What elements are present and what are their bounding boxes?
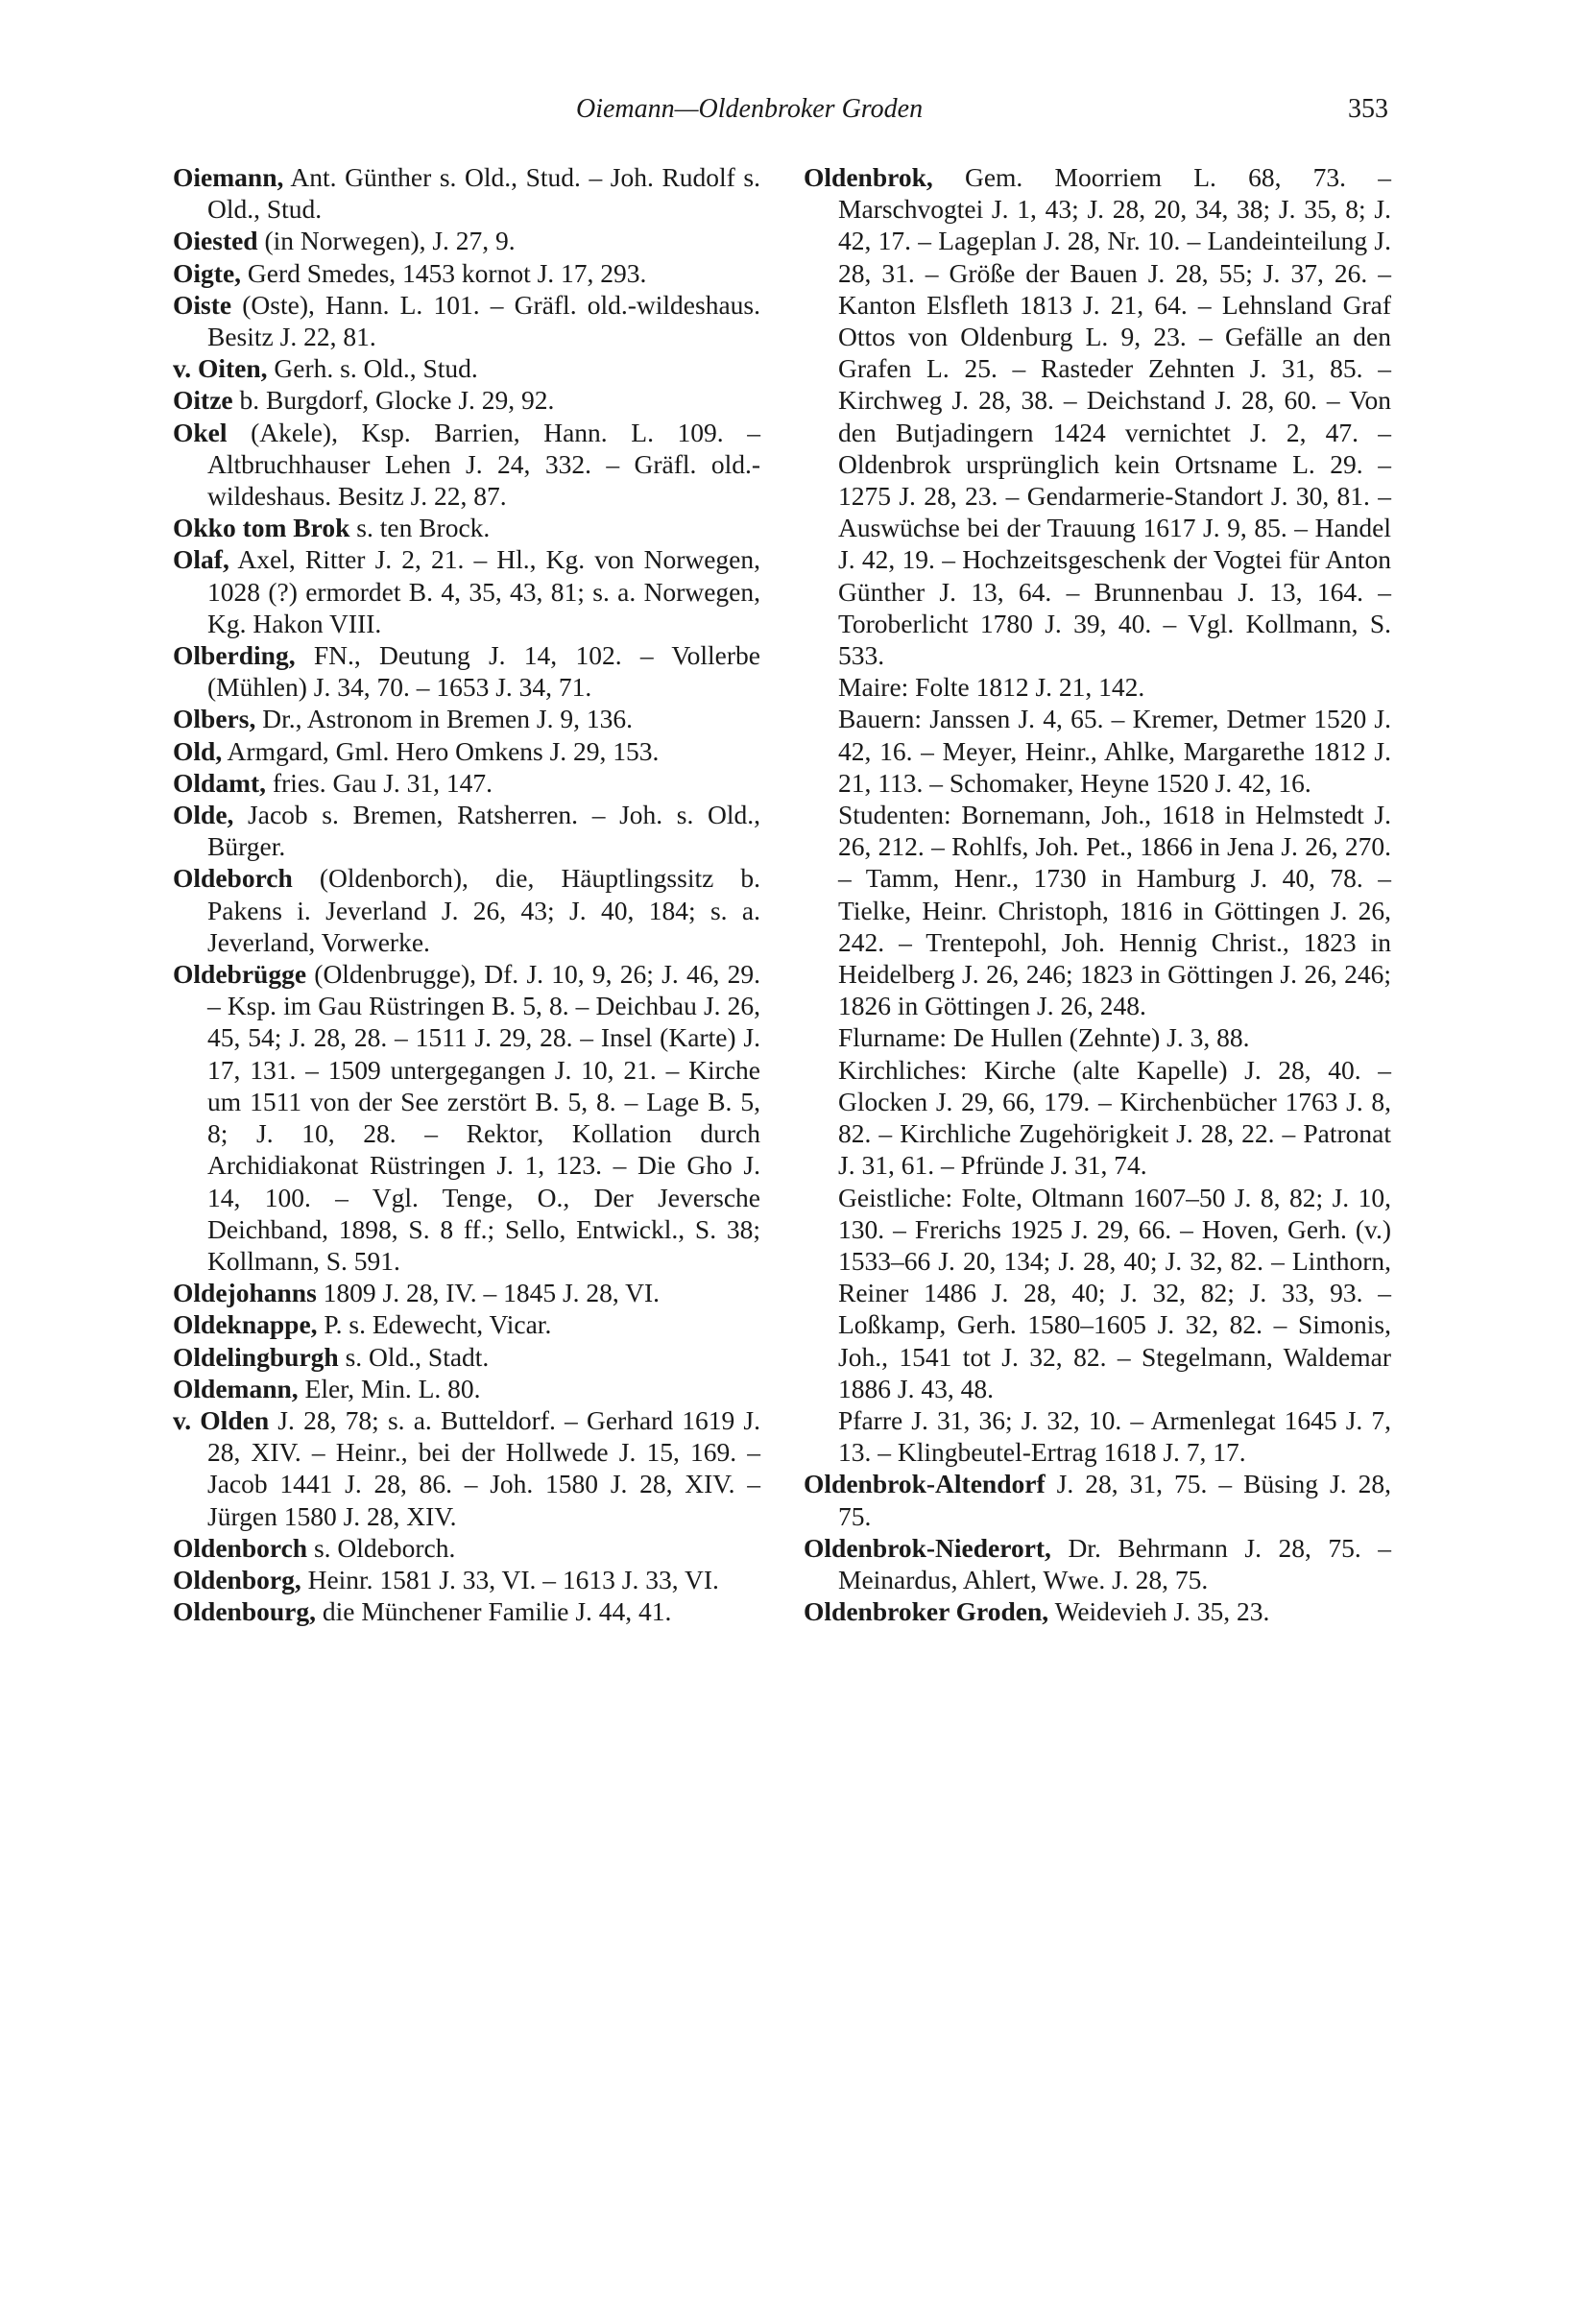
index-entry	[173, 1308, 760, 1340]
index-entry	[173, 352, 760, 384]
entry-text: Armgard, Gml. Hero Omkens J. 29, 153.	[222, 735, 660, 766]
left-column	[173, 161, 760, 1627]
entry-text: die Münchener Familie J. 44, 41.	[316, 1596, 672, 1627]
entry-text: Geistliche: Folte, Oltmann 1607–50 J. 8, 82; J. 10, 130. – Frerichs 1925 J. 29, 66. – Hoven, Gerh. (v.) 1533–66 J. 20, 134; J. 28, 40; J. 32, 82. – Linthorn, Reiner 1486 J. 28, 40; J. 32, 82; J. 33, 93. – Loßkamp, Gerh. 1580–1605 J. 32, 82. – Simonis, Joh., 1541 tot J. 32, 82. – Stegelmann, Waldemar 1886 J. 43, 48.	[838, 1182, 1391, 1403]
entry-text: s. Oldeborch.	[307, 1532, 456, 1563]
entry-headword: Olde,	[173, 800, 234, 830]
entry-headword: Oldemann,	[173, 1373, 299, 1403]
entry-headword: Oldejohanns	[173, 1278, 317, 1308]
entry-headword: Old,	[173, 735, 223, 766]
entry-text: Axel, Ritter J. 2, 21. – Hl., Kg. von Norwegen, 1028 (?) ermordet B. 4, 35, 43, 81; s. a. Norwegen, Kg. Hakon VIII.	[207, 544, 760, 638]
entry-text: s. ten Brock.	[349, 513, 491, 543]
entry-text: b. Burgdorf, Glocke J. 29, 92.	[232, 385, 555, 416]
entry-text: Dr., Astronom in Bremen J. 9, 136.	[255, 704, 633, 734]
index-entry	[173, 767, 760, 799]
entry-text: (Oldenbrugge), Df. J. 10, 9, 26; J. 46, 29. – Ksp. im Gau Rüstringen B. 5, 8. – Deichbau J. 26, 45, 54; J. 28, 28. – 1511 J. 29, 28. – Insel (Karte) J. 17, 131. – 1509 untergegangen J. 10, 21. – Kirche um 1511 von der See zerstört B. 5, 8. – Lage B. 5, 8; J. 10, 28. – Rektor, Kollation durch Archidiakonat Rüstringen J. 1, 123. – Die Gho J. 14, 100. – Vgl. Tenge, O., Der Jeversche Deichband, 1898, S. 8 ff.; Sello, Entwickl., S. 38; Kollmann, S. 591.	[207, 959, 760, 1276]
entry-text: 1809 J. 28, IV. – 1845 J. 28, VI.	[316, 1278, 661, 1308]
entry-text: Weidevieh J. 35, 23.	[1048, 1596, 1270, 1627]
index-entry	[804, 799, 1391, 1021]
entry-text: Jacob s. Bremen, Ratsherren. – Joh. s. Old., Bürger.	[207, 800, 760, 862]
index-entry	[804, 1404, 1391, 1468]
entry-text: Pfarre J. 31, 36; J. 32, 10. – Armenlegat 1645 J. 7, 13. – Klingbeutel-Ertrag 1618 J. 7, 17.	[838, 1404, 1391, 1468]
index-entry	[173, 735, 760, 767]
page-header	[0, 94, 1587, 132]
entry-text: Maire: Folte 1812 J. 21, 142.	[838, 672, 1145, 703]
entry-headword: Oiste	[173, 289, 232, 320]
right-column	[804, 161, 1391, 1627]
entry-text: FN., Deutung J. 14, 102. – Vollerbe (Mühlen) J. 34, 70. – 1653 J. 34, 71.	[207, 640, 760, 703]
entry-headword: Oiested	[173, 226, 258, 256]
entry-headword: Oldenbroker Groden,	[804, 1596, 1049, 1627]
index-entry	[173, 512, 760, 543]
entry-text: P. s. Edewecht, Vicar.	[317, 1309, 552, 1340]
entry-text: (Oldenborch), die, Häuptlingssitz b. Pakens i. Jeverland J. 26, 43; J. 40, 184; s. a. Jeverland, Vorwerke.	[207, 863, 760, 957]
entry-headword: v. Olden	[173, 1404, 270, 1435]
entry-text: s. Old., Stadt.	[338, 1341, 490, 1372]
entry-headword: Oldenborch	[173, 1532, 308, 1563]
entry-headword: v. Oiten,	[173, 353, 268, 384]
entry-headword: Oigte,	[173, 257, 242, 288]
entry-text: Gem. Moorriem L. 68, 73. – Marschvogtei J. 1, 43; J. 28, 20, 34, 38; J. 35, 8; J. 42, 17. – Lageplan J. 28, Nr. 10. – Landeinteilung J. 28, 31. – Größe der Bauen J. 28, 55; J. 37, 26. – Kanton Elsfleth 1813 J. 21, 64. – Lehnsland Graf Ottos von Oldenburg L. 9, 23. – Gefälle an den Grafen L. 25. – Rasteder Zehnten J. 31, 85. – Kirchweg J. 28, 38. – Deichstand J. 28, 60. – Von den Butjadingern 1424 vernichtet J. 2, 47. – Oldenbrok ursprünglich kein Ortsname L. 29. – 1275 J. 28, 23. – Gendarmerie-Standort J. 30, 81. – Auswüchse bei der Trauung 1617 J. 9, 85. – Handel J. 42, 19. – Hochzeitsgeschenk der Vogtei für Anton Günther J. 13, 64. – Brunnenbau J. 13, 164. – Toroberlicht 1780 J. 39, 40. – Vgl. Kollmann, S. 533.	[838, 162, 1391, 671]
entry-headword: Oldenborg,	[173, 1564, 301, 1594]
index-entry	[804, 161, 1391, 671]
index-entry	[173, 1564, 760, 1595]
entry-text: Flurname: De Hullen (Zehnte) J. 3, 88.	[838, 1022, 1250, 1053]
entry-text: J. 28, 31, 75. – Büsing J. 28, 75.	[838, 1469, 1391, 1531]
index-entry	[173, 1373, 760, 1404]
index-entry	[804, 1595, 1391, 1627]
index-entry	[804, 671, 1391, 703]
index-entry	[173, 1277, 760, 1308]
index-entry	[173, 862, 760, 958]
index-entry	[173, 703, 760, 734]
entry-headword: Oldebrügge	[173, 959, 307, 990]
entry-headword: Oldeborch	[173, 863, 293, 894]
index-entry	[804, 1532, 1391, 1595]
index-entry	[173, 1595, 760, 1627]
entry-text: Eler, Min. L. 80.	[298, 1373, 481, 1403]
entry-headword: Oldenbrok-Niederort,	[804, 1532, 1051, 1563]
index-entry	[173, 639, 760, 703]
index-entry	[173, 257, 760, 289]
entry-text: (in Norwegen), J. 27, 9.	[257, 226, 516, 256]
entry-headword: Oiemann,	[173, 162, 284, 192]
index-entry	[173, 1532, 760, 1564]
entry-text: (Oste), Hann. L. 101. – Gräfl. old.-wildeshaus. Besitz J. 22, 81.	[207, 289, 760, 352]
entry-headword: Oldenbrok-Altendorf	[804, 1469, 1046, 1499]
index-entry	[804, 1021, 1391, 1053]
entry-headword: Olberding,	[173, 640, 296, 671]
index-entry	[804, 1182, 1391, 1404]
index-entry	[173, 384, 760, 416]
entry-headword: Olbers,	[173, 704, 256, 734]
running-title: Oiemann—Oldenbroker Groden	[576, 94, 924, 124]
entry-headword: Okko tom Brok	[173, 513, 350, 543]
entry-text: fries. Gau J. 31, 147.	[266, 767, 493, 798]
index-entry	[173, 1404, 760, 1532]
entry-headword: Oldelingburgh	[173, 1341, 339, 1372]
index-entry	[804, 1468, 1391, 1531]
entry-headword: Oldenbrok,	[804, 162, 933, 192]
entry-headword: Okel	[173, 417, 228, 447]
index-entry	[173, 543, 760, 639]
entry-text: Gerh. s. Old., Stud.	[267, 353, 478, 384]
entry-text: Ant. Günther s. Old., Stud. – Joh. Rudolf s. Old., Stud.	[207, 162, 760, 225]
entry-headword: Oldeknappe,	[173, 1309, 318, 1340]
entry-headword: Oitze	[173, 385, 233, 416]
entry-text: Gerd Smedes, 1453 kornot J. 17, 293.	[241, 257, 647, 288]
entry-headword: Oldamt,	[173, 767, 267, 798]
index-entry	[173, 161, 760, 225]
index-entry	[173, 1341, 760, 1373]
index-entry	[173, 289, 760, 352]
entry-text: (Akele), Ksp. Barrien, Hann. L. 109. – Altbruchhauser Lehen J. 24, 332. – Gräfl. old.-wildeshaus. Besitz J. 22, 87.	[207, 417, 760, 512]
index-entry	[173, 225, 760, 256]
index-entry	[804, 1054, 1391, 1182]
entry-text: Kirchliches: Kirche (alte Kapelle) J. 28, 40. – Glocken J. 29, 66, 179. – Kirchenbücher 1763 J. 8, 82. – Kirchliche Zugehörigkeit J. 28, 22. – Patronat J. 31, 61. – Pfründe J. 31, 74.	[838, 1054, 1391, 1181]
entry-text: Studenten: Bornemann, Joh., 1618 in Helmstedt J. 26, 212. – Rohlfs, Joh. Pet., 1866 in Jena J. 26, 270. – Tamm, Henr., 1730 in Hamburg J. 40, 78. – Tielke, Heinr. Christoph, 1816 in Göttingen J. 26, 242. – Trentepohl, Joh. Hennig Christ., 1823 in Heidelberg J. 26, 246; 1823 in Göttingen J. 26, 246; 1826 in Göttingen J. 26, 248.	[838, 800, 1391, 1021]
entry-text: Heinr. 1581 J. 33, VI. – 1613 J. 33, VI.	[301, 1564, 719, 1594]
index-entry	[804, 703, 1391, 799]
entry-headword: Olaf,	[173, 544, 229, 575]
entry-text: Dr. Behrmann J. 28, 75. – Meinardus, Ahlert, Wwe. J. 28, 75.	[838, 1532, 1391, 1594]
page-number: 353	[1348, 94, 1388, 124]
index-entry	[173, 799, 760, 862]
entry-text: J. 28, 78; s. a. Butteldorf. – Gerhard 1619 J. 28, XIV. – Heinr., bei der Hollwede J. 15, 169. – Jacob 1441 J. 28, 86. – Joh. 1580 J. 28, XIV. – Jürgen 1580 J. 28, XIV.	[207, 1404, 761, 1531]
index-entry	[173, 958, 760, 1277]
index-entry	[173, 417, 760, 513]
entry-headword: Oldenbourg,	[173, 1596, 316, 1627]
entry-text: Bauern: Janssen J. 4, 65. – Kremer, Detmer 1520 J. 42, 16. – Meyer, Heinr., Ahlke, Margarethe 1812 J. 21, 113. – Schomaker, Heyne 1520 J. 42, 16.	[838, 704, 1391, 798]
